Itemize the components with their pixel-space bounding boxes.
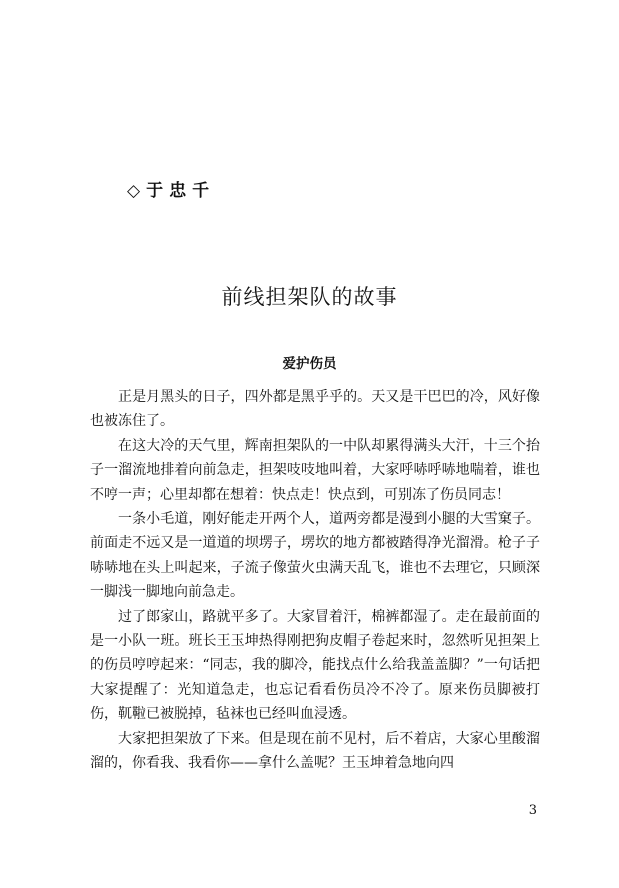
page-number: 3 — [528, 803, 537, 818]
paragraph: 过了郎家山，路就平多了。大家冒着汗，棉裤都湿了。走在最前面的是一小队一班。班长王玉坤热得刚把狗皮帽子卷起来时，忽然听见担架上的伤员哼哼起来：“同志，我的脚冷，能找点什么给我盖盖脚？”一句话把大家提醒了：光知道急走，也忘记看看伤员冷不冷了。原来伤员脚被打伤，靰鞡已被脱掉，毡袜也已经叫血浸透。 — [90, 608, 540, 723]
paragraph: 正是月黑头的日子，四外都是黑乎乎的。天又是干巴巴的冷，风好像也被冻住了。 — [90, 389, 540, 430]
paragraph: 在这大冷的天气里，辉南担架队的一中队却累得满头大汗，十三个抬子一溜流地排着向前急走，担架吱吱地叫着，大家呼哧呼哧地喘着，谁也不哼一声；心里却都在想着：快点走！快点到，可别冻了伤员同志！ — [90, 437, 540, 503]
article-title: 前线担架队的故事 — [221, 285, 398, 309]
author-name: ◇于忠千 — [127, 181, 216, 201]
paragraph: 一条小毛道，刚好能走开两个人，道两旁都是漫到小腿的大雪窠子。前面走不远又是一道道的坝塄子，塄坎的地方都被踏得净光溜滑。枪子子哧哧地在头上叫起来，子流子像萤火虫满天乱飞，谁也不去理它，只顾深一脚浅一脚地向前急走。 — [90, 511, 540, 601]
section-title: 爱护伤员 — [282, 356, 337, 372]
article-body — [90, 385, 540, 776]
paragraph: 大家把担架放了下来。但是现在前不见村，后不着店，大家心里酸溜溜的，你看我、我看你——拿什么盖呢？王玉坤着急地向四 — [90, 730, 540, 772]
